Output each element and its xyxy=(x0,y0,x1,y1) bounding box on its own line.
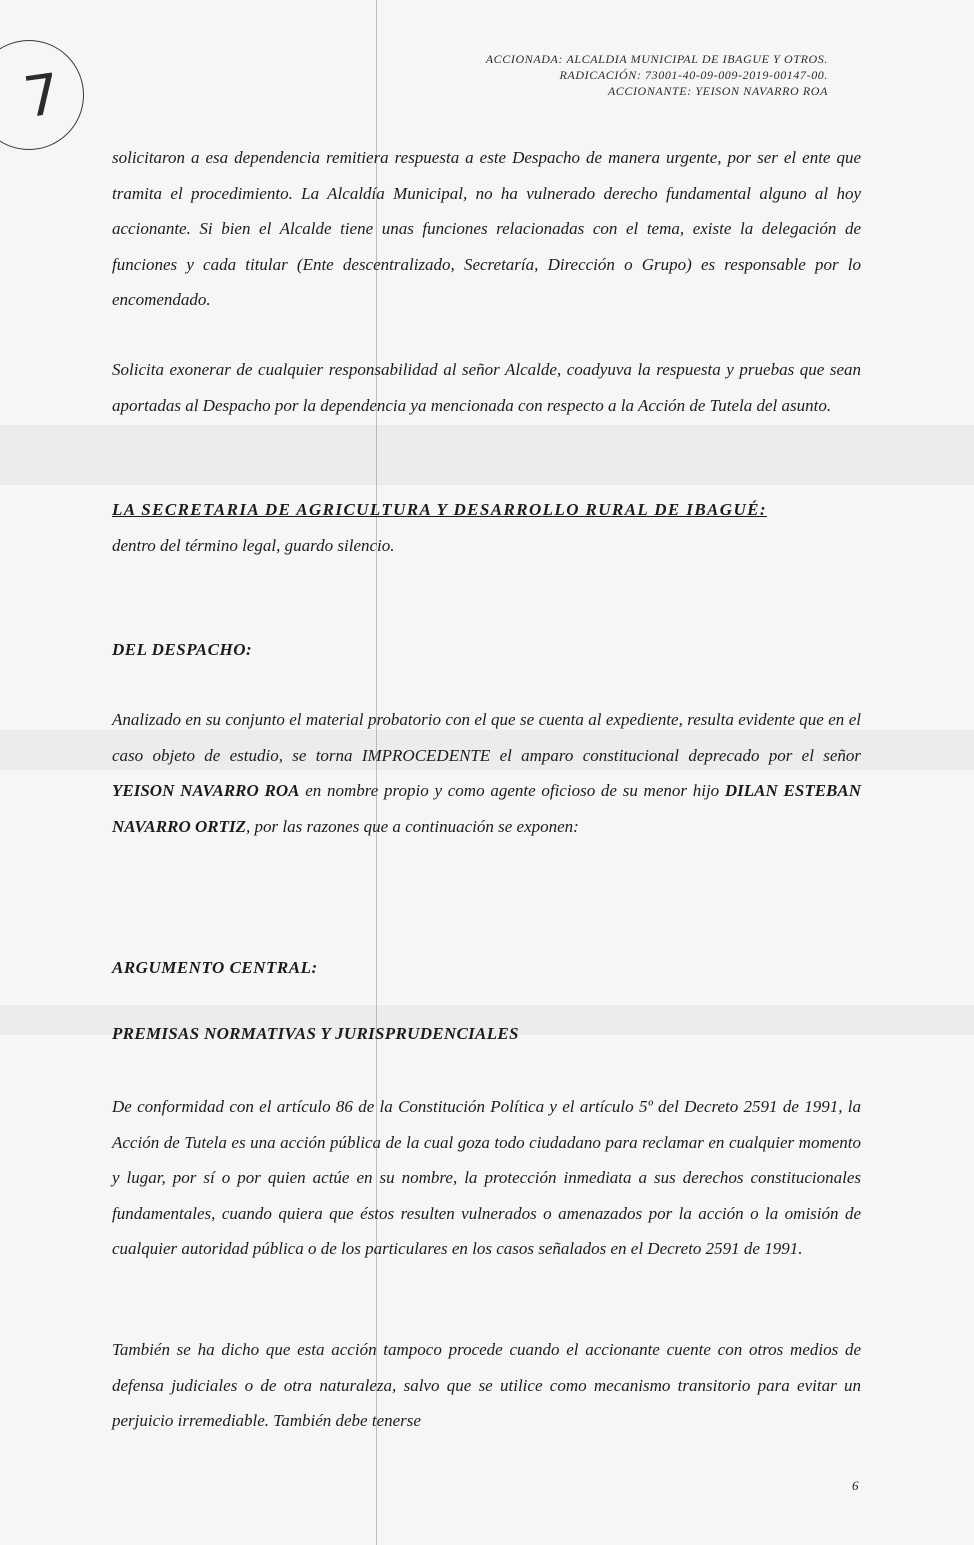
paragraph-analisis xyxy=(112,702,861,844)
header-radicacion: RADICACIÓN: 73001-40-09-009-2019-00147-00. xyxy=(559,68,828,82)
paragraph-articulo-86: De conformidad con el artículo 86 de la Constitución Política y el artículo 5º del Decreto 2591 de 1991, la Acción de Tutela es una acción pública de la cual goza todo ciudadano para reclamar en cualquier momento y lugar, por sí o por quien actúe en su nombre, la protección inmediata a sus derechos constitucionales fundamentales, cuando quiera que éstos resulten vulnerados o amenazados por la acción o la omisión de cualquier autoridad pública o de los particulares en los casos señalados en el Decreto 2591 de 1991. xyxy=(112,1097,861,1258)
page-number: 6 xyxy=(852,1478,859,1493)
paragraph-exonerar: Solicita exonerar de cualquier responsabilidad al señor Alcalde, coadyuva la respuesta y pruebas que sean aportadas al Despacho por la dependencia ya mencionada con respecto a la Acción de Tutela del asunto. xyxy=(112,360,861,415)
paragraph-alcaldia-response: solicitaron a esa dependencia remitiera respuesta a este Despacho de manera urgente, por ser el ente que tramita el procedimiento. La Alcaldía Municipal, no ha vulnerado derecho fundamental alguno al hoy accionante. Si bien el Alcalde tiene unas funciones relacionadas con el tema, existe la delegación de funciones y cada titular (Ente descentralizado, Secretaría, Dirección o Grupo) es responsable por lo encomendado. xyxy=(112,148,861,309)
heading-del-despacho: DEL DESPACHO: xyxy=(112,640,253,659)
paragraph-silencio: dentro del término legal, guardo silencio. xyxy=(112,536,395,555)
subheading-premisas: PREMISAS NORMATIVAS Y JURISPRUDENCIALES xyxy=(112,1024,519,1043)
minor-name: DILAN ESTEBAN NAVARRO ORTIZ xyxy=(112,781,862,836)
header-accionada: ACCIONADA: ALCALDIA MUNICIPAL DE IBAGUE Y OTROS. xyxy=(485,52,828,66)
paragraph-otros-medios: También se ha dicho que esta acción tampoco procede cuando el accionante cuente con otros medios de defensa judiciales o de otra naturaleza, salvo que se utilice como mecanismo transitorio para evitar un perjuicio irremediable. También debe tenerse xyxy=(112,1340,861,1430)
accionante-name: YEISON NAVARRO ROA xyxy=(112,781,300,800)
analisis-text-2: en nombre propio y como agente oficioso de su menor hijo xyxy=(299,781,725,800)
scan-artifact xyxy=(0,425,974,485)
folio-number: 7 xyxy=(19,61,65,132)
heading-argumento-central: ARGUMENTO CENTRAL: xyxy=(112,958,318,977)
case-header xyxy=(486,51,828,99)
heading-secretaria-agricultura: LA SECRETARIA DE AGRICULTURA Y DESARROLLO RURAL DE IBAGUÉ: xyxy=(112,500,767,519)
analisis-text-3: , por las razones que a continuación se exponen: xyxy=(245,816,579,836)
analisis-text-1: Analizado en su conjunto el material probatorio con el que se cuenta al expediente, resulta evidente que en el caso objeto de estudio, se torna IMPROCEDENTE el amparo constitucional deprecado por el señor xyxy=(112,710,861,765)
header-accionante: ACCIONANTE: YEISON NAVARRO ROA xyxy=(607,84,828,98)
